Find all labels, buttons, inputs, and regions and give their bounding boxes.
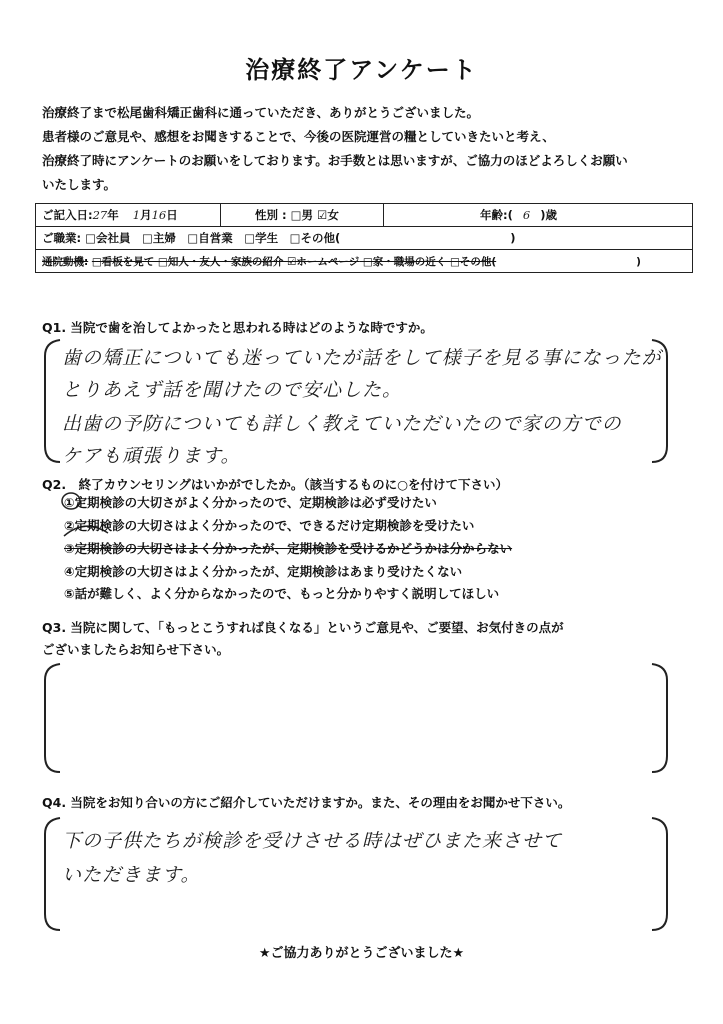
q1-answer-line-3: 出歯の予防についても詳しく教えていただいたので家の方での: [62, 413, 622, 435]
date-day: 16: [151, 208, 167, 222]
q1-left-bracket: [45, 340, 60, 462]
motive-options-before[interactable]: □看板を見て □知人・友人・家族の紹介: [91, 255, 288, 268]
q3-right-bracket: [652, 664, 667, 772]
q3-question-line-2: ございましたらお知らせ下さい。: [42, 642, 230, 657]
q2-option-3[interactable]: ③定期検診の大切さはよく分かったが、定期検診を受けるかどうかは分からない: [64, 541, 513, 556]
q1-answer-line-4: ケアも頑張ります。: [62, 445, 241, 467]
q1-question: Q1. 当院で歯を治してよかったと思われる時はどのような時ですか。: [42, 320, 433, 335]
age-label: 年齢:(: [480, 208, 513, 222]
q2-option-1[interactable]: ①定期検診の大切さがよく分かったので、定期検診は必ず受けたい: [64, 495, 437, 510]
q4-answer-line-2: いただきます。: [62, 864, 201, 886]
q3-answer-area[interactable]: [62, 676, 652, 766]
intro-line-3: 治療終了時にアンケートのお願いをしております。お手数とは思いますが、ご協力のほどよろしくお願い: [42, 153, 628, 168]
date-label: ご記入日:: [42, 208, 93, 222]
job-options[interactable]: □会社員 □主婦 □自営業 □学生 □その他(: [85, 231, 341, 245]
motive-options-after[interactable]: □家・職場の近く □その他(: [359, 255, 497, 268]
q4-right-bracket: [652, 818, 667, 930]
date-month: 1: [132, 208, 141, 222]
q4-question: Q4. 当院をお知り合いの方にご紹介していただけますか。また、その理由をお聞かせ下さい。: [42, 795, 571, 810]
month-unit: 月: [140, 208, 152, 222]
q1-answer-line-1: 歯の矯正についても迷っていたが話をして様子を見る事になったが: [62, 347, 662, 369]
q1-answer-line-2: とりあえず話を聞けたので安心した。: [62, 379, 403, 401]
q2-option-2[interactable]: ②定期検診の大切さはよく分かったので、できるだけ定期検診を受けたい: [64, 518, 475, 533]
job-label: ご職業:: [42, 231, 82, 245]
thanks-message: ★ご協力ありがとうございました★: [258, 946, 465, 961]
motive-close: ): [636, 255, 641, 268]
intro-line-2: 患者様のご意見や、感想をお聞きすることで、今後の医院運営の糧としていきたいと考え、: [42, 129, 555, 144]
gender-label: 性別 :: [255, 208, 287, 222]
intro-line-1: 治療終了まで松尾歯科矯正歯科に通っていただき、ありがとうございました。: [42, 105, 480, 120]
intro-line-4: いたします。: [42, 177, 117, 192]
q2-option-4[interactable]: ④定期検診の大切さはよく分かったが、定期検診はあまり受けたくない: [64, 564, 463, 579]
day-unit: 日: [166, 208, 178, 222]
q4-answer-line-1: 下の子供たちが検診を受けさせる時はぜひまた来させて: [62, 830, 563, 852]
female-checkbox[interactable]: ☑: [317, 208, 328, 222]
q3-question-line-1: Q3. 当院に関して、「もっとこうすれば良くなる」というご意見や、ご要望、お気付きの点が: [42, 620, 564, 635]
q3-left-bracket: [45, 664, 60, 772]
motive-homepage-checked[interactable]: ☑ホームページ: [287, 255, 360, 268]
gender-female-option: 女: [327, 208, 339, 222]
date-year: 27: [92, 208, 108, 222]
motive-label: 通院動機:: [42, 255, 89, 268]
gender-male-option[interactable]: □男: [290, 208, 313, 222]
q4-left-bracket: [45, 818, 60, 930]
job-close: ): [510, 231, 516, 245]
q2-question: Q2. 終了カウンセリングはいかがでしたか。（該当するものに○を付けて下さい）: [42, 477, 508, 492]
age-value: 6: [522, 208, 531, 222]
q2-option-5[interactable]: ⑤話が難しく、よく分からなかったので、もっと分かりやすく説明してほしい: [64, 586, 500, 601]
page-title: 治療終了アンケート: [245, 56, 478, 84]
year-unit: 年: [107, 208, 119, 222]
age-unit: )歳: [540, 208, 557, 222]
